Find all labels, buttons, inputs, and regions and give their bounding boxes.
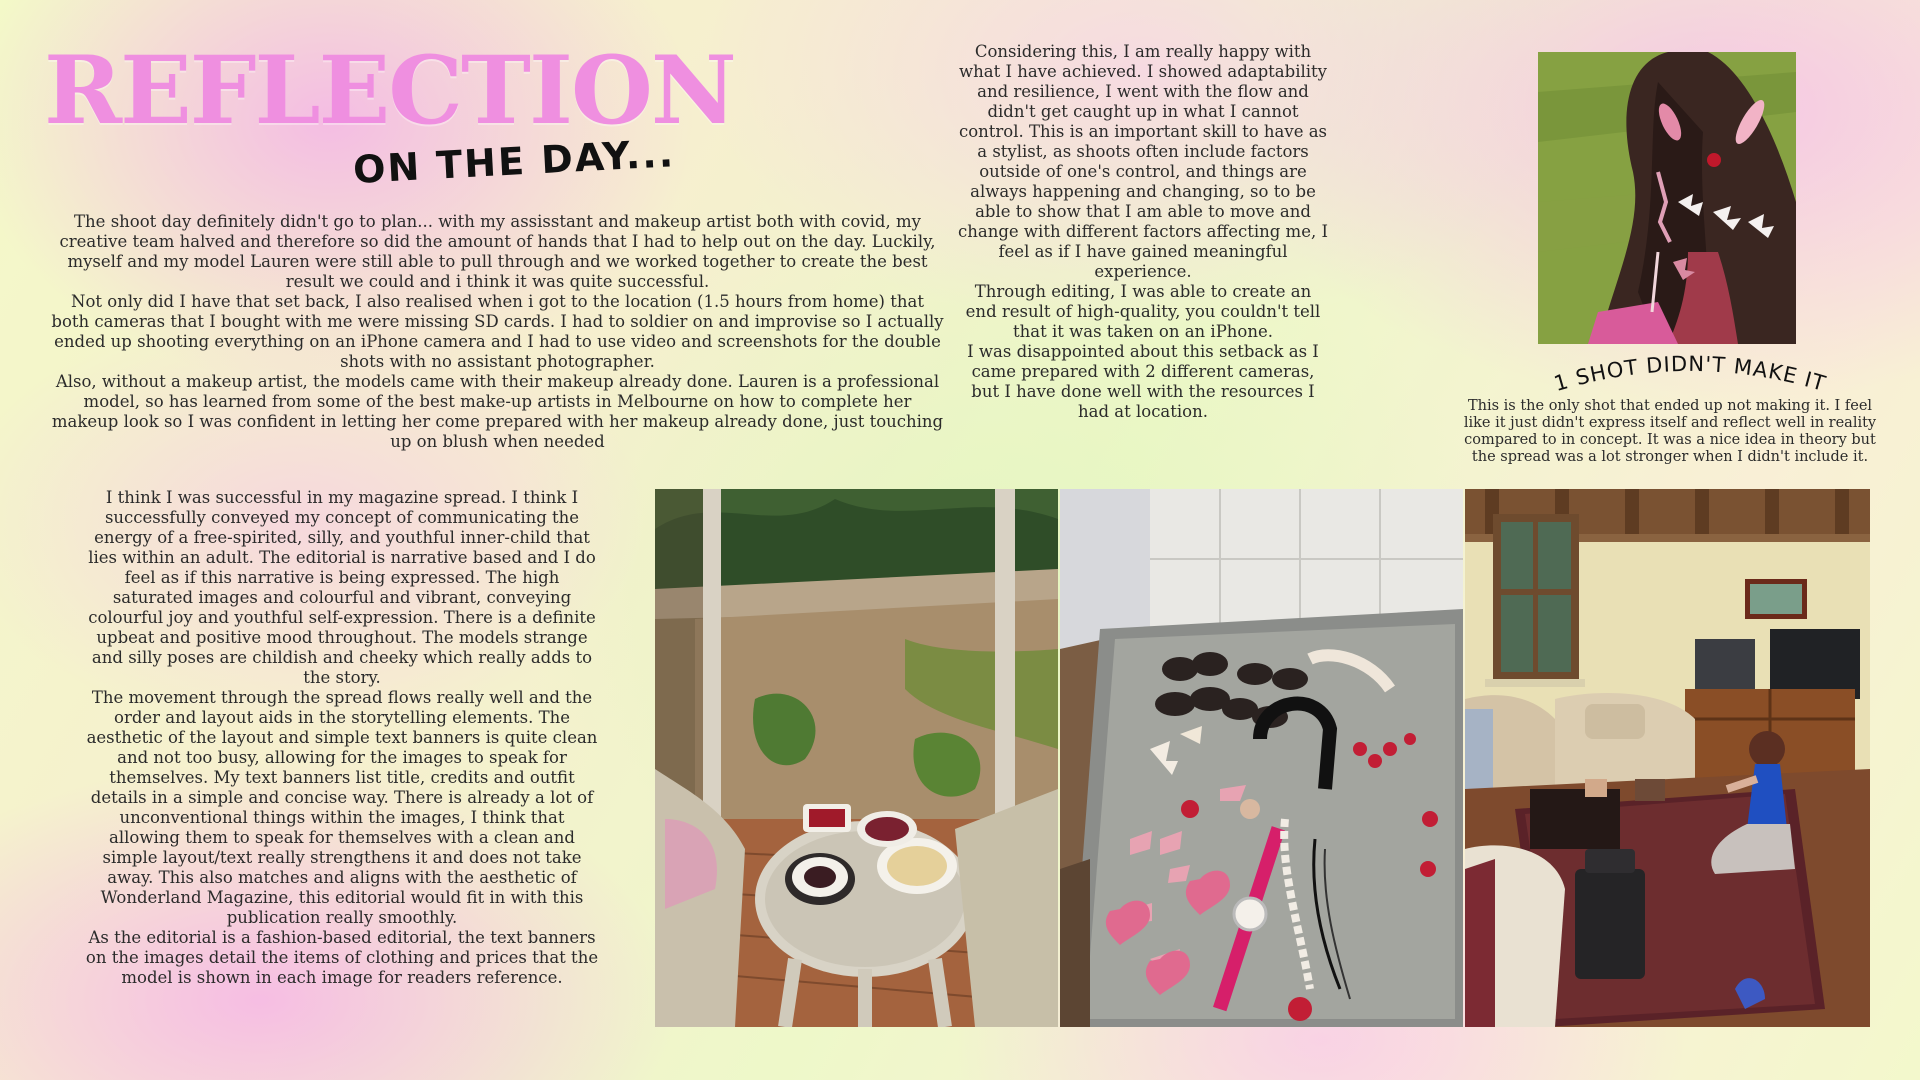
paragraph: Not only did I have that set back, I also realised when i got to the location (1.5 hours from home) that both cameras that I bought with me were missing SD cards. I had to soldier on and improvise so I actually ended up shooting everything on an iPhone camera and I had to use video and screenshots for the double shots with no assistant photographer. [51,292,944,371]
accessories-flatlay-photo [1060,489,1463,1027]
side-note-heading-text: 1 SHOT DIDN'T MAKE IT [1551,351,1829,397]
success-text [82,488,602,988]
on-the-day-text [50,212,945,452]
living-room-photo [1465,489,1870,1027]
page-title: REFLECTION [44,36,735,146]
paragraph: Also, without a makeup artist, the models came with their makeup already done. Lauren is a professional model, so has learned from some of the best make-up artists in Melbourne on how to complete her makeup look so I was confident in letting her come prepared with her makeup already done, just touching up on blush when needed [51,372,944,451]
paragraph: I was disappointed about this setback as I came prepared with 2 different cameras, but I have done well with the resources I had at location. [967,342,1319,421]
paragraph: The movement through the spread flows really well and the order and layout aids in the storytelling elements. The aesthetic of the layout and simple text banners is quite clean and not too busy, allowing for the images to speak for themselves. My text banners list title, credits and outfit details in a simple and concise way. There is already a lot of unconventional things within the images, I think that allowing them to speak for themselves with a clean and simple layout/text really strengthens it and does not take away. This also matches and aligns with the aesthetic of Wonderland Magazine, this editorial would fit in with this publication really smoothly. [86,688,598,927]
side-note-text: This is the only shot that ended up not making it. I feel like it just didn't express itself and reflect well in reality compared to in concept. It was a nice idea in theory but the spread was a lot stronger when I didn't include it. [1463,398,1877,465]
hair-clips-photo [1538,52,1796,344]
deck-snacks-photo [655,489,1058,1027]
paragraph: As the editorial is a fashion-based editorial, the text banners on the images detail the items of clothing and prices that the model is shown in each image for readers reference. [85,928,599,987]
svg-text:1 SHOT DIDN'T MAKE IT [1551,352,1829,396]
paragraph: The shoot day definitely didn't go to plan... with my assisstant and makeup artist both with covid, my creative team halved and therefore so did the amount of hands that I had to help out on the day. Luckily, myself and my model Lauren were still able to pull through and we worked together to create the best result we could and i think it was quite successful. [59,212,936,291]
paragraph: Through editing, I was able to create an end result of high-quality, you couldn't tell that it was taken on an iPhone. [965,282,1321,341]
section-subtitle: ON THE DAY... [352,131,676,192]
considering-text [958,42,1328,422]
paragraph: Considering this, I am really happy with what I have achieved. I showed adaptability and resilience, I went with the flow and didn't get caught up in what I cannot control. This is an important skill to have as a stylist, as shoots often include factors outside of one's control, and things are always happening and changing, so to be able to show that I am able to move and change with different factors affecting me, I feel as if I have gained meaningful experience. [958,42,1328,281]
paragraph: I think I was successful in my magazine spread. I think I successfully conveyed my concept of communicating the energy of a free-spirited, silly, and youthful inner-child that lies within an adult. The editorial is narrative based and I do feel as if this narrative is being expressed. The high saturated images and colourful and vibrant, conveying colourful joy and youthful self-expression. There is a definite upbeat and positive mood throughout. The models strange and silly poses are childish and cheeky which really adds to the story. [88,488,596,687]
